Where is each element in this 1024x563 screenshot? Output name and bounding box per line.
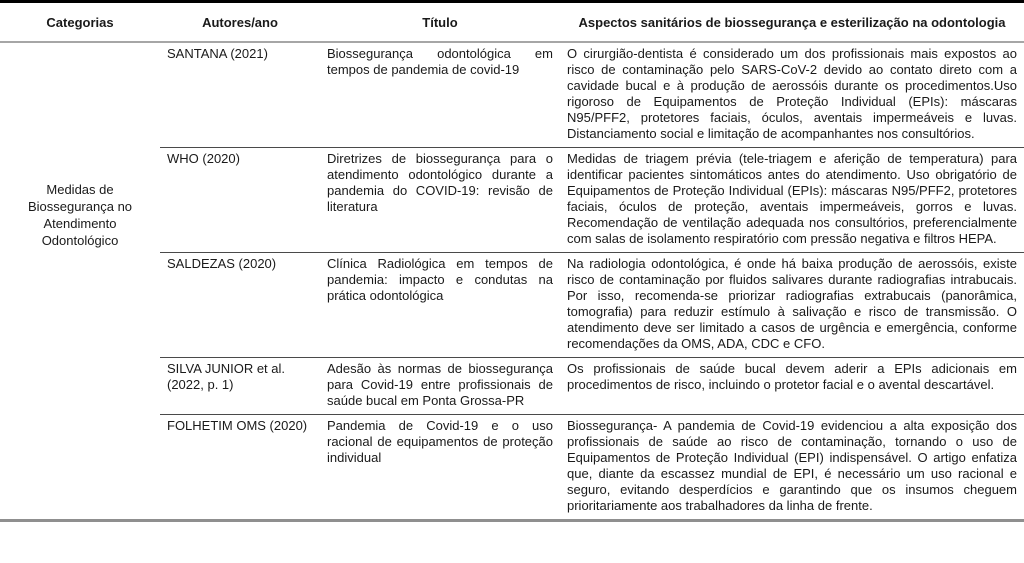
column-header-autores-ano: Autores/ano (160, 2, 320, 43)
category-cell (0, 42, 160, 521)
author-cell: FOLHETIM OMS (2020) (167, 418, 308, 433)
title-cell: Diretrizes de biossegurança para o atendimento odontológico durante a pandemia do COVID-19: revisão de literatura (320, 148, 560, 253)
author-cell: SANTANA (2021) (160, 42, 320, 148)
table-header-row (0, 2, 1024, 43)
title-cell: Biossegurança odontológica em tempos de pandemia de covid-19 (320, 42, 560, 148)
aspects-cell: Na radiologia odontológica, é onde há baixa produção de aerossóis, existe risco de contaminação por fluidos salivares durante radiografias intrabucais. Por isso, recomenda-se priorizar radiografias extrabucais (panorâmica, tomografia) para reduzir estímulo à salivação e risco de transmissão. O atendimento deve ser limitado a casos de urgência e emergência, conforme recomendações da OMS, ADA, CDC e CFO. (560, 253, 1024, 358)
aspects-cell: Medidas de triagem prévia (tele-triagem e aferição de temperatura) para identificar pacientes sintomáticos antes do atendimento. Uso obrigatório de Equipamentos de Proteção Individual (EPIs): máscaras N95/PFF2, protetores faciais, óculos de proteção, aventais impermeáveis, gorros e luvas. Recomendação de ventilação adequada nos consultórios, preferencialmente com salas de isolamento respiratório com pressão negativa e filtros HEPA. (560, 148, 1024, 253)
author-cell: SALDEZAS (2020) (160, 253, 320, 358)
aspects-cell: Biossegurança- A pandemia de Covid-19 evidenciou a alta exposição dos profissionais de saúde ao risco de contaminação, tornando o uso de Equipamentos de Proteção Individual (EPI) indispensável. O artigo enfatiza que, diante da escassez mundial de EPI, é necessário um uso racional e seguro, evitando desperdícios e garantindo que os insumos cheguem prioritariamente aos trabalhadores da linha de frente. (567, 418, 1017, 513)
aspects-cell: Os profissionais de saúde bucal devem aderir a EPIs adicionais em procedimentos de risco, incluindo o protetor facial e o avental descartável. (560, 358, 1024, 415)
author-cell: WHO (2020) (160, 148, 320, 253)
aspects-cell: O cirurgião-dentista é considerado um dos profissionais mais expostos ao risco de contaminação pelo SARS-CoV-2 devido ao contato direto com a cavidade bucal e à produção de aerossóis durante os procedimentos.Uso rigoroso de Equipamentos de Proteção Individual (EPIs): máscaras N95/PFF2, protetores faciais, óculos, aventais impermeáveis e luvas. Distanciamento social e limitação de acompanhantes nos consultórios. (560, 42, 1024, 148)
column-header-aspectos: Aspectos sanitários de biossegurança e esterilização na odontologia (560, 2, 1024, 43)
title-cell: Adesão às normas de biossegurança para Covid-19 entre profissionais de saúde bucal em Ponta Grossa-PR (320, 358, 560, 415)
column-header-titulo: Título (320, 2, 560, 43)
title-cell: Pandemia de Covid-19 e o uso racional de equipamentos de proteção individual (327, 418, 553, 465)
category-label: Medidas de Biossegurança no Atendimento Odontológico (27, 182, 133, 248)
column-header-categorias: Categorias (0, 2, 160, 43)
author-cell: SILVA JUNIOR et al. (2022, p. 1) (160, 358, 320, 415)
title-cell: Clínica Radiológica em tempos de pandemia: impacto e condutas na prática odontológica (320, 253, 560, 358)
table-row (0, 42, 1024, 148)
